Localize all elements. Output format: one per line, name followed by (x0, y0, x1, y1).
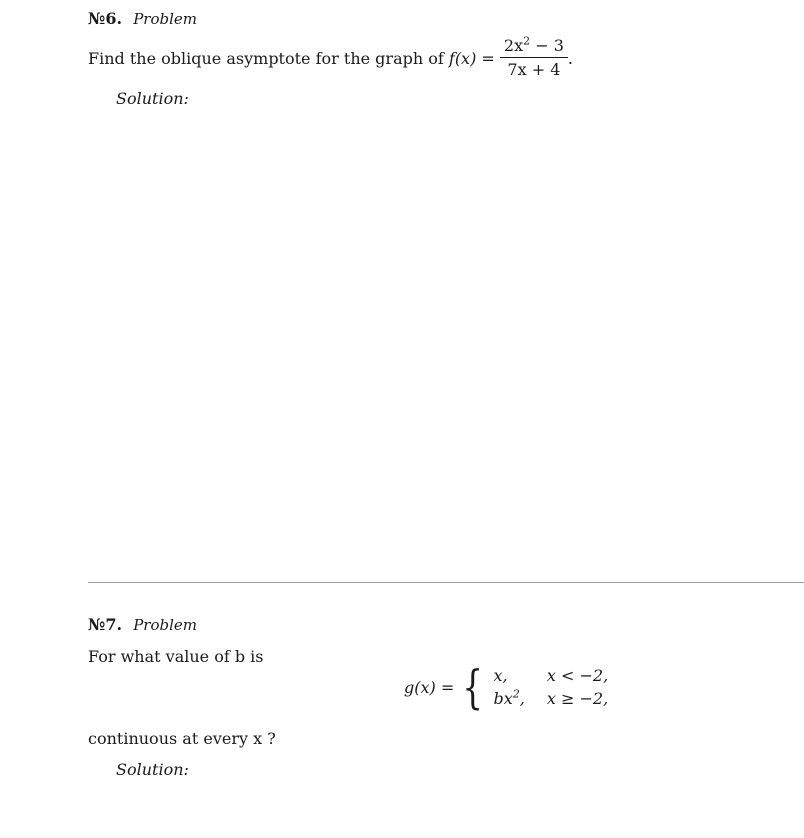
solution-label: Solution: (116, 89, 189, 108)
case-1-condition: x < −2, (546, 666, 609, 685)
problem-7-heading (88, 615, 197, 634)
problem-6-statement (88, 34, 573, 81)
function-f: f(x) = (448, 49, 500, 68)
problem-number: №7. (88, 615, 123, 634)
solution-label: Solution: (116, 760, 189, 779)
cases-table (494, 666, 609, 708)
problem-number: №6. (88, 9, 123, 28)
left-brace: { (462, 660, 484, 714)
case-2-condition: x ≥ −2, (546, 689, 609, 708)
problem-label: Problem (133, 616, 197, 634)
case-1-expression: x, (493, 666, 508, 685)
function-g: g(x) = (404, 677, 455, 697)
problem-7-continuation: continuous at every x ? (88, 729, 276, 748)
fraction-numerator: $2x^2 - 3$ (503, 34, 564, 55)
problem-6-heading (88, 9, 197, 28)
section-divider (88, 582, 804, 583)
problem-label: Problem (133, 10, 197, 28)
problem-7-statement: For what value of b is (88, 647, 264, 666)
period: . (567, 49, 573, 68)
case-2-expression: $bx^2$, (493, 687, 525, 708)
piecewise-function (404, 660, 609, 714)
statement-text: Find the oblique asymptote for the graph of (88, 49, 449, 68)
fraction-denominator: 7x + 4 (507, 60, 561, 79)
fraction (500, 36, 568, 79)
